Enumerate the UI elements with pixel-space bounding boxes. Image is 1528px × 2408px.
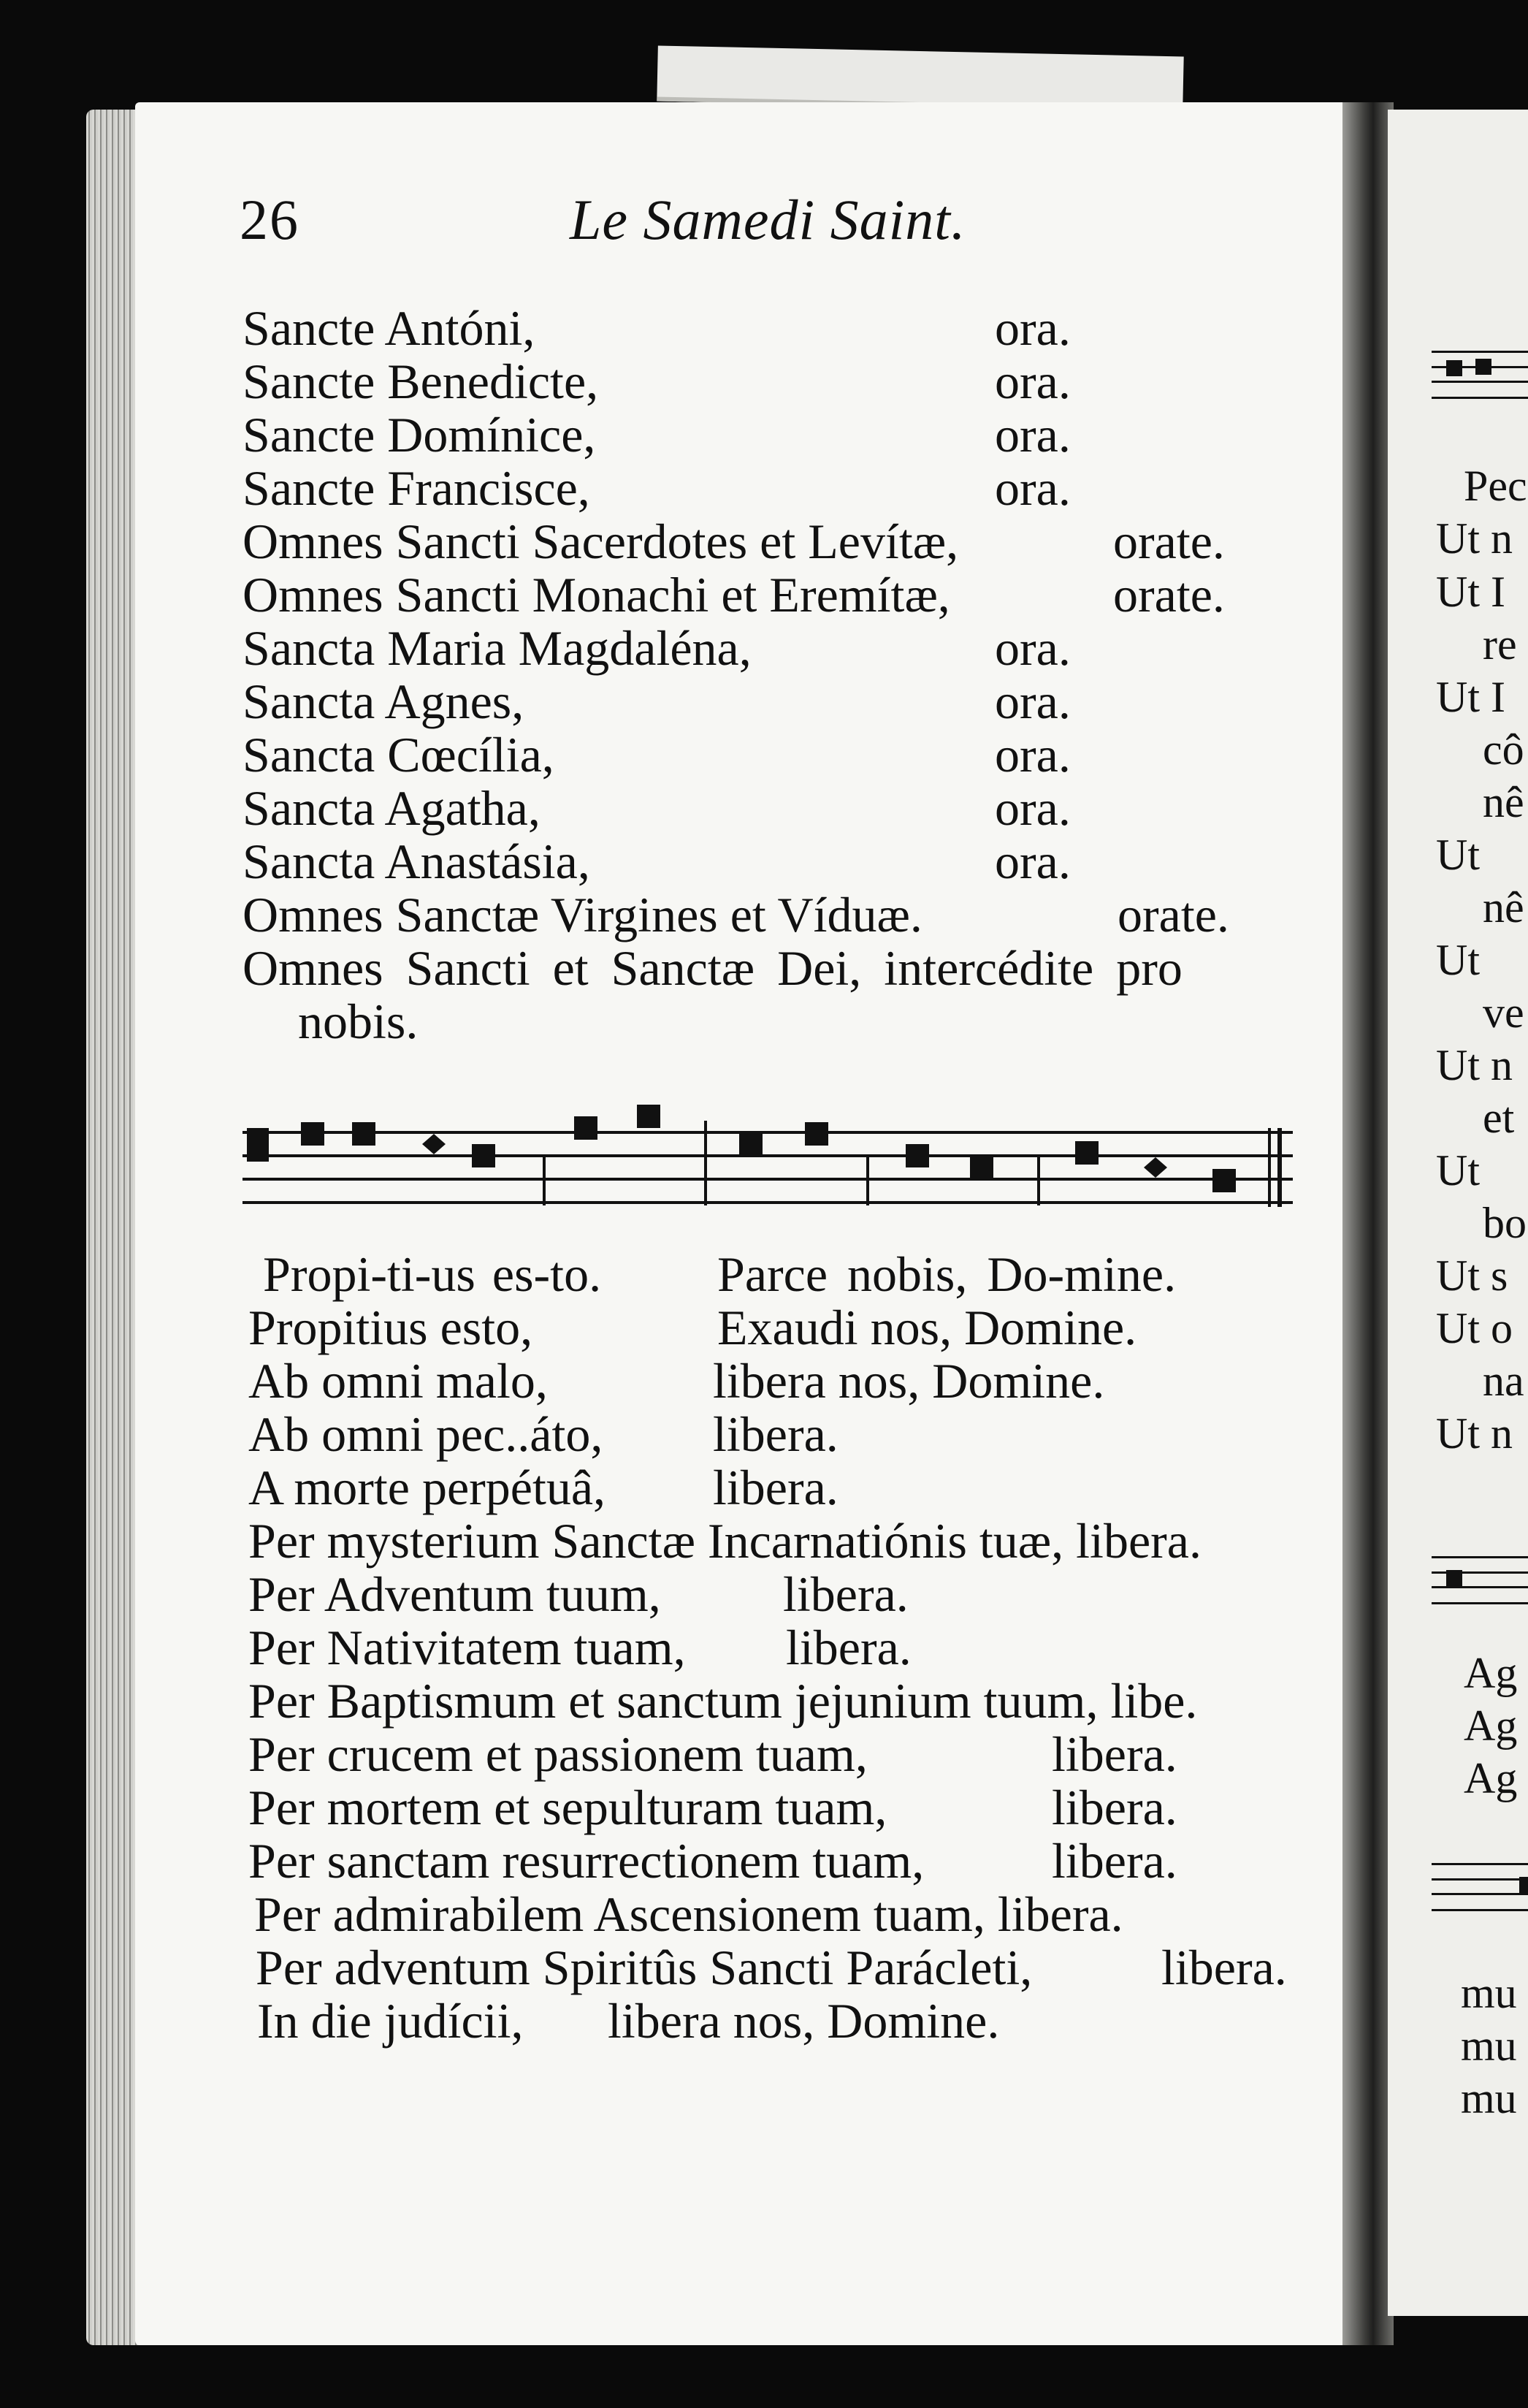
response: libera.	[1161, 1940, 1287, 1995]
neume-rhombus	[1144, 1157, 1167, 1178]
litany-line	[242, 514, 1225, 569]
response: libera nos, Domine.	[713, 1353, 1105, 1409]
right-fragment: Pec	[1464, 462, 1527, 510]
right-staff	[1432, 1556, 1528, 1604]
right-fragment: Ag	[1464, 1754, 1518, 1802]
right-fragment: Ut n	[1436, 1409, 1513, 1458]
clef-icon	[247, 1128, 269, 1162]
page-number: 26	[240, 188, 299, 251]
right-fragment: Ut I	[1436, 673, 1505, 721]
right-fragment: re	[1483, 620, 1517, 668]
response: libera.	[713, 1460, 839, 1515]
response: orate.	[1113, 514, 1225, 569]
petition: Ab omni malo,	[248, 1353, 548, 1409]
response: libera.	[783, 1566, 909, 1622]
right-fragment: mu	[1461, 1969, 1517, 2017]
invocation: Sancta Agatha,	[242, 780, 540, 836]
neume	[970, 1156, 993, 1179]
final-invocation-line1: Omnes Sancti et Sanctæ Dei, intercédite pro	[242, 940, 1183, 996]
right-fragment: cô	[1483, 725, 1524, 774]
right-fragment: Ut	[1436, 831, 1480, 879]
response: ora.	[995, 674, 1071, 729]
invocation: Sancta Agnes,	[242, 674, 524, 729]
petition-line	[248, 1300, 1137, 1355]
response: orate.	[1118, 887, 1229, 942]
neume	[1446, 1570, 1462, 1586]
chant-staff	[241, 1096, 1293, 1227]
invocation: Omnes Sancti Sacerdotes et Levítæ,	[242, 514, 959, 569]
neume	[1212, 1169, 1236, 1192]
neume	[574, 1116, 597, 1140]
chant-caption-right: Parce nobis, Do-mine.	[717, 1246, 1177, 1302]
neume	[1519, 1877, 1528, 1893]
invocation: Sancta Anastásia,	[242, 834, 590, 889]
petition: Propitius esto,	[248, 1300, 533, 1355]
book-gutter	[1342, 102, 1394, 2345]
response: libera nos, Domine.	[608, 1993, 1000, 2049]
response: libera.	[786, 1620, 912, 1675]
petition: Per Nativitatem tuam,	[248, 1620, 686, 1675]
staff-lines	[242, 1132, 1293, 1203]
right-fragment: mu	[1461, 2074, 1517, 2122]
right-fragment: et	[1483, 1094, 1515, 1142]
invocation: Omnes Sancti Monachi et Eremítæ,	[242, 567, 950, 622]
petition-line	[248, 1406, 839, 1462]
response: ora.	[995, 407, 1071, 462]
invocation: Sancte Antóni,	[242, 300, 535, 356]
litany-line	[242, 567, 1225, 622]
litany-line	[242, 887, 1229, 942]
invocation: Sancte Francisce,	[242, 460, 590, 516]
litany-line	[242, 834, 1071, 889]
chant-caption-left: Propi-ti-us es-to.	[263, 1246, 602, 1302]
petition-line	[248, 1460, 839, 1515]
right-fragment: mu	[1461, 2022, 1517, 2070]
petition-line	[248, 1620, 912, 1675]
right-fragment: Ag	[1464, 1702, 1518, 1750]
invocation: Sancte Domínice,	[242, 407, 596, 462]
petition-line	[248, 1566, 909, 1622]
right-fragment: Ut	[1436, 936, 1480, 984]
petition-line	[248, 1353, 1105, 1409]
right-fragment: Ut o	[1436, 1304, 1513, 1352]
right-staff	[1432, 351, 1528, 399]
litany-line	[242, 300, 1071, 356]
final-invocation-line2: nobis.	[298, 994, 419, 1049]
litany-line	[242, 354, 1071, 409]
right-fragment: Ut n	[1436, 1041, 1513, 1089]
neume	[805, 1122, 828, 1146]
neume	[739, 1134, 763, 1157]
petition: Per sanctam resurrectionem tuam,	[248, 1833, 925, 1889]
litany-line	[242, 674, 1071, 729]
response: ora.	[995, 460, 1071, 516]
right-fragment: Ut n	[1436, 514, 1513, 563]
response: ora.	[995, 727, 1071, 782]
litany-line	[242, 460, 1071, 516]
running-title: Le Samedi Saint.	[570, 188, 966, 251]
response: orate.	[1113, 567, 1225, 622]
invocation: Omnes Sanctæ Virgines et Víduæ.	[242, 887, 922, 942]
petition: Per mortem et sepulturam tuam,	[248, 1780, 887, 1835]
neume	[472, 1144, 495, 1167]
right-fragment: bo	[1483, 1199, 1527, 1247]
right-fragment: nê	[1483, 778, 1524, 826]
petition-line: Per admirabilem Ascensionem tuam, libera.	[254, 1886, 1123, 1942]
litany-line	[242, 620, 1071, 676]
right-staff	[1432, 1863, 1528, 1911]
neume	[1075, 1141, 1099, 1165]
response: ora.	[995, 354, 1071, 409]
response: libera.	[1052, 1833, 1177, 1889]
petition-line	[257, 1993, 1000, 2049]
response: libera.	[1052, 1726, 1177, 1782]
right-fragment: Ut	[1436, 1146, 1480, 1195]
invocation: Sancte Benedicte,	[242, 354, 599, 409]
neume-rhombus	[422, 1134, 446, 1154]
invocation: Sancta Maria Magdaléna,	[242, 620, 752, 676]
neume	[301, 1122, 324, 1146]
neume	[906, 1144, 929, 1167]
litany-line	[242, 407, 1071, 462]
right-fragment: nê	[1483, 883, 1524, 931]
petition-line	[256, 1940, 1287, 1995]
petition-line	[248, 1726, 1177, 1782]
petition-line	[248, 1833, 1177, 1889]
litany-line	[242, 780, 1071, 836]
response: Exaudi nos, Domine.	[717, 1300, 1137, 1355]
litany-line	[242, 727, 1071, 782]
petition: Ab omni pec..áto,	[248, 1406, 603, 1462]
petition: Per Adventum tuum,	[248, 1566, 661, 1622]
response: ora.	[995, 834, 1071, 889]
response: ora.	[995, 780, 1071, 836]
right-page	[1388, 110, 1528, 2316]
right-fragment: Ut I	[1436, 568, 1505, 616]
invocation: Sancta Cœcília,	[242, 727, 554, 782]
petition-line: Per mysterium Sanctæ Incarnatiónis tuæ, libera.	[248, 1513, 1202, 1569]
neume	[1475, 359, 1491, 375]
right-fragment: na	[1483, 1357, 1524, 1405]
petition-line: Per Baptismum et sanctum jejunium tuum, libe.	[248, 1673, 1198, 1729]
right-fragment: Ag	[1464, 1649, 1518, 1697]
petition: A morte perpétuâ,	[248, 1460, 606, 1515]
right-fragment: ve	[1483, 988, 1524, 1037]
petition: Per crucem et passionem tuam,	[248, 1726, 868, 1782]
neume	[352, 1122, 375, 1146]
neume	[637, 1105, 660, 1128]
petition: Per adventum Spiritûs Sancti Parácleti,	[256, 1940, 1033, 1995]
petition-line	[248, 1780, 1177, 1835]
right-fragment: Ut s	[1436, 1251, 1508, 1300]
neume	[1446, 360, 1462, 376]
petition: In die judícii,	[257, 1993, 524, 2049]
response: ora.	[995, 300, 1071, 356]
response: libera.	[1052, 1780, 1177, 1835]
response: ora.	[995, 620, 1071, 676]
response: libera.	[713, 1406, 839, 1462]
